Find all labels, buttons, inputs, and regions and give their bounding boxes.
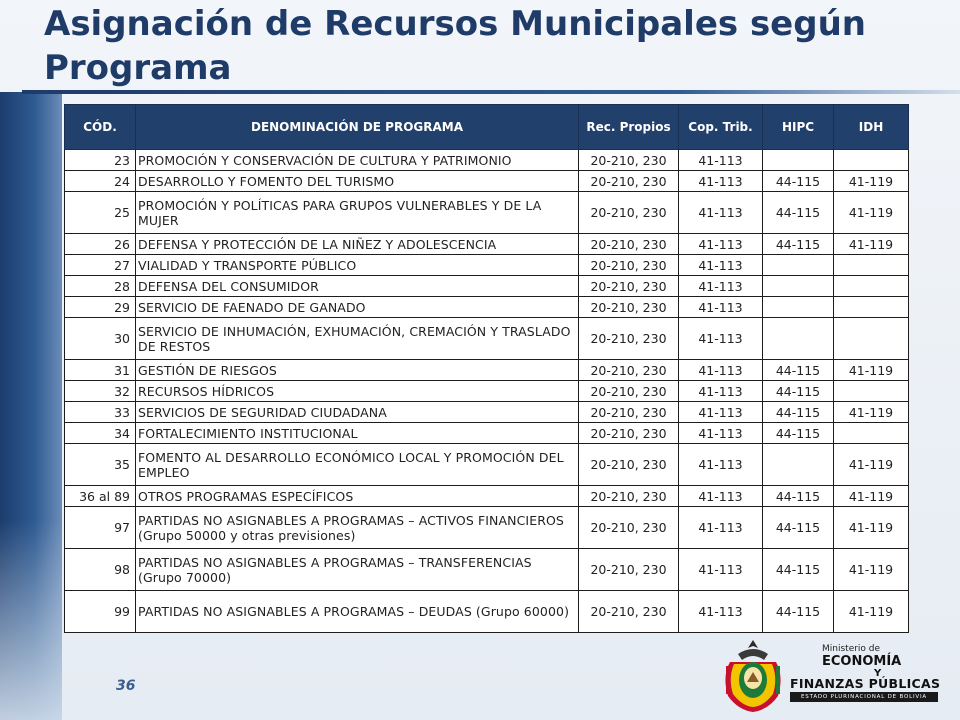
cell-denominacion: GESTIÓN DE RIESGOS: [136, 360, 579, 381]
cell-cod: 99: [65, 591, 136, 633]
program-table-container: [64, 104, 908, 633]
table-row: [65, 192, 909, 234]
cell-denominacion: FORTALECIMIENTO INSTITUCIONAL: [136, 423, 579, 444]
cell-cop-trib: 41-113: [679, 444, 763, 486]
cell-idh: 41-119: [834, 192, 909, 234]
cell-cop-trib: 41-113: [679, 381, 763, 402]
cell-hipc: [763, 444, 834, 486]
table-header-row: [65, 105, 909, 150]
cell-rec-propios: 20-210, 230: [579, 591, 679, 633]
cell-hipc: 44-115: [763, 192, 834, 234]
cell-hipc: 44-115: [763, 591, 834, 633]
cell-idh: 41-119: [834, 507, 909, 549]
cell-denominacion: SERVICIO DE INHUMACIÓN, EXHUMACIÓN, CREMACIÓN Y TRASLADO DE RESTOS: [136, 318, 579, 360]
header-cod: CÓD.: [65, 105, 136, 150]
cell-cod: 35: [65, 444, 136, 486]
cell-idh: [834, 423, 909, 444]
cell-denominacion: VIALIDAD Y TRANSPORTE PÚBLICO: [136, 255, 579, 276]
page-number: 36: [116, 678, 136, 694]
cell-hipc: 44-115: [763, 360, 834, 381]
table-row: [65, 360, 909, 381]
cell-hipc: 44-115: [763, 507, 834, 549]
cell-cod: 24: [65, 171, 136, 192]
cell-cod: 29: [65, 297, 136, 318]
ministry-finanzas: FINANZAS PÚBLICAS: [790, 676, 941, 691]
cell-hipc: 44-115: [763, 402, 834, 423]
cell-rec-propios: 20-210, 230: [579, 423, 679, 444]
cell-idh: 41-119: [834, 591, 909, 633]
program-allocation-table: [64, 104, 909, 633]
cell-hipc: 44-115: [763, 423, 834, 444]
cell-cop-trib: 41-113: [679, 192, 763, 234]
cell-cop-trib: 41-113: [679, 423, 763, 444]
header-cop-trib: Cop. Trib.: [679, 105, 763, 150]
table-row: [65, 591, 909, 633]
cell-denominacion: SERVICIOS DE SEGURIDAD CIUDADANA: [136, 402, 579, 423]
cell-hipc: [763, 255, 834, 276]
table-body: [65, 150, 909, 633]
cell-rec-propios: 20-210, 230: [579, 234, 679, 255]
cell-rec-propios: 20-210, 230: [579, 318, 679, 360]
ministry-economia: ECONOMÍA: [822, 654, 902, 669]
cell-cop-trib: 41-113: [679, 255, 763, 276]
cell-denominacion: SERVICIO DE FAENADO DE GANADO: [136, 297, 579, 318]
ministry-state-bar: ESTADO PLURINACIONAL DE BOLIVIA: [790, 692, 938, 702]
cell-cod: 30: [65, 318, 136, 360]
cell-cod: 25: [65, 192, 136, 234]
cell-cop-trib: 41-113: [679, 234, 763, 255]
title-underline: [22, 90, 960, 94]
cell-cod: 31: [65, 360, 136, 381]
header-hipc: HIPC: [763, 105, 834, 150]
cell-cop-trib: 41-113: [679, 318, 763, 360]
cell-denominacion: PROMOCIÓN Y CONSERVACIÓN DE CULTURA Y PATRIMONIO: [136, 150, 579, 171]
table-row: [65, 255, 909, 276]
cell-idh: 41-119: [834, 234, 909, 255]
cell-rec-propios: 20-210, 230: [579, 507, 679, 549]
cell-cod: 28: [65, 276, 136, 297]
cell-rec-propios: 20-210, 230: [579, 444, 679, 486]
header-idh: IDH: [834, 105, 909, 150]
cell-rec-propios: 20-210, 230: [579, 549, 679, 591]
table-row: [65, 318, 909, 360]
cell-rec-propios: 20-210, 230: [579, 150, 679, 171]
cell-cod: 34: [65, 423, 136, 444]
cell-cop-trib: 41-113: [679, 507, 763, 549]
cell-idh: 41-119: [834, 171, 909, 192]
cell-rec-propios: 20-210, 230: [579, 276, 679, 297]
cell-rec-propios: 20-210, 230: [579, 381, 679, 402]
cell-cod: 33: [65, 402, 136, 423]
cell-denominacion: PROMOCIÓN Y POLÍTICAS PARA GRUPOS VULNERABLES Y DE LA MUJER: [136, 192, 579, 234]
cell-hipc: 44-115: [763, 234, 834, 255]
cell-denominacion: PARTIDAS NO ASIGNABLES A PROGRAMAS – ACTIVOS FINANCIEROS (Grupo 50000 y otras previsiones): [136, 507, 579, 549]
cell-cop-trib: 41-113: [679, 591, 763, 633]
ministry-logo: [718, 636, 948, 718]
cell-cop-trib: 41-113: [679, 360, 763, 381]
header-denominacion: DENOMINACIÓN DE PROGRAMA: [136, 105, 579, 150]
cell-rec-propios: 20-210, 230: [579, 360, 679, 381]
cell-idh: [834, 276, 909, 297]
cell-denominacion: DEFENSA Y PROTECCIÓN DE LA NIÑEZ Y ADOLESCENCIA: [136, 234, 579, 255]
cell-denominacion: OTROS PROGRAMAS ESPECÍFICOS: [136, 486, 579, 507]
cell-cod: 32: [65, 381, 136, 402]
table-row: [65, 276, 909, 297]
left-decorative-band: [0, 92, 62, 720]
cell-idh: [834, 297, 909, 318]
cell-idh: 41-119: [834, 549, 909, 591]
table-row: [65, 150, 909, 171]
cell-rec-propios: 20-210, 230: [579, 297, 679, 318]
cell-idh: 41-119: [834, 402, 909, 423]
table-row: [65, 486, 909, 507]
cell-cod: 36 al 89: [65, 486, 136, 507]
table-row: [65, 171, 909, 192]
cell-idh: [834, 318, 909, 360]
cell-cop-trib: 41-113: [679, 549, 763, 591]
table-row: [65, 444, 909, 486]
table-row: [65, 381, 909, 402]
cell-cod: 26: [65, 234, 136, 255]
cell-idh: [834, 255, 909, 276]
cell-idh: 41-119: [834, 444, 909, 486]
table-row: [65, 423, 909, 444]
cell-cop-trib: 41-113: [679, 171, 763, 192]
cell-cop-trib: 41-113: [679, 402, 763, 423]
table-row: [65, 507, 909, 549]
cell-idh: [834, 150, 909, 171]
cell-cop-trib: 41-113: [679, 486, 763, 507]
cell-denominacion: FOMENTO AL DESARROLLO ECONÓMICO LOCAL Y PROMOCIÓN DEL EMPLEO: [136, 444, 579, 486]
cell-hipc: [763, 318, 834, 360]
ministry-joiner: Y: [874, 668, 882, 679]
cell-rec-propios: 20-210, 230: [579, 255, 679, 276]
cell-hipc: 44-115: [763, 171, 834, 192]
cell-denominacion: PARTIDAS NO ASIGNABLES A PROGRAMAS – DEUDAS (Grupo 60000): [136, 591, 579, 633]
table-row: [65, 402, 909, 423]
cell-cod: 23: [65, 150, 136, 171]
ministry-prefix: Ministerio de: [822, 644, 881, 654]
cell-idh: [834, 381, 909, 402]
cell-denominacion: RECURSOS HÍDRICOS: [136, 381, 579, 402]
cell-cod: 27: [65, 255, 136, 276]
cell-rec-propios: 20-210, 230: [579, 402, 679, 423]
cell-rec-propios: 20-210, 230: [579, 486, 679, 507]
slide-title: Asignación de Recursos Municipales según Programa: [44, 4, 866, 88]
bolivia-coat-of-arms-icon: [718, 636, 788, 716]
cell-denominacion: DESARROLLO Y FOMENTO DEL TURISMO: [136, 171, 579, 192]
cell-rec-propios: 20-210, 230: [579, 171, 679, 192]
cell-hipc: 44-115: [763, 381, 834, 402]
cell-denominacion: DEFENSA DEL CONSUMIDOR: [136, 276, 579, 297]
table-row: [65, 234, 909, 255]
header-rec-propios: Rec. Propios: [579, 105, 679, 150]
cell-cop-trib: 41-113: [679, 297, 763, 318]
cell-cod: 97: [65, 507, 136, 549]
cell-idh: 41-119: [834, 486, 909, 507]
cell-cop-trib: 41-113: [679, 150, 763, 171]
cell-cop-trib: 41-113: [679, 276, 763, 297]
table-row: [65, 549, 909, 591]
cell-hipc: [763, 297, 834, 318]
cell-hipc: [763, 276, 834, 297]
cell-hipc: 44-115: [763, 486, 834, 507]
cell-idh: 41-119: [834, 360, 909, 381]
table-row: [65, 297, 909, 318]
cell-denominacion: PARTIDAS NO ASIGNABLES A PROGRAMAS – TRANSFERENCIAS (Grupo 70000): [136, 549, 579, 591]
cell-hipc: 44-115: [763, 549, 834, 591]
cell-cod: 98: [65, 549, 136, 591]
cell-hipc: [763, 150, 834, 171]
cell-rec-propios: 20-210, 230: [579, 192, 679, 234]
